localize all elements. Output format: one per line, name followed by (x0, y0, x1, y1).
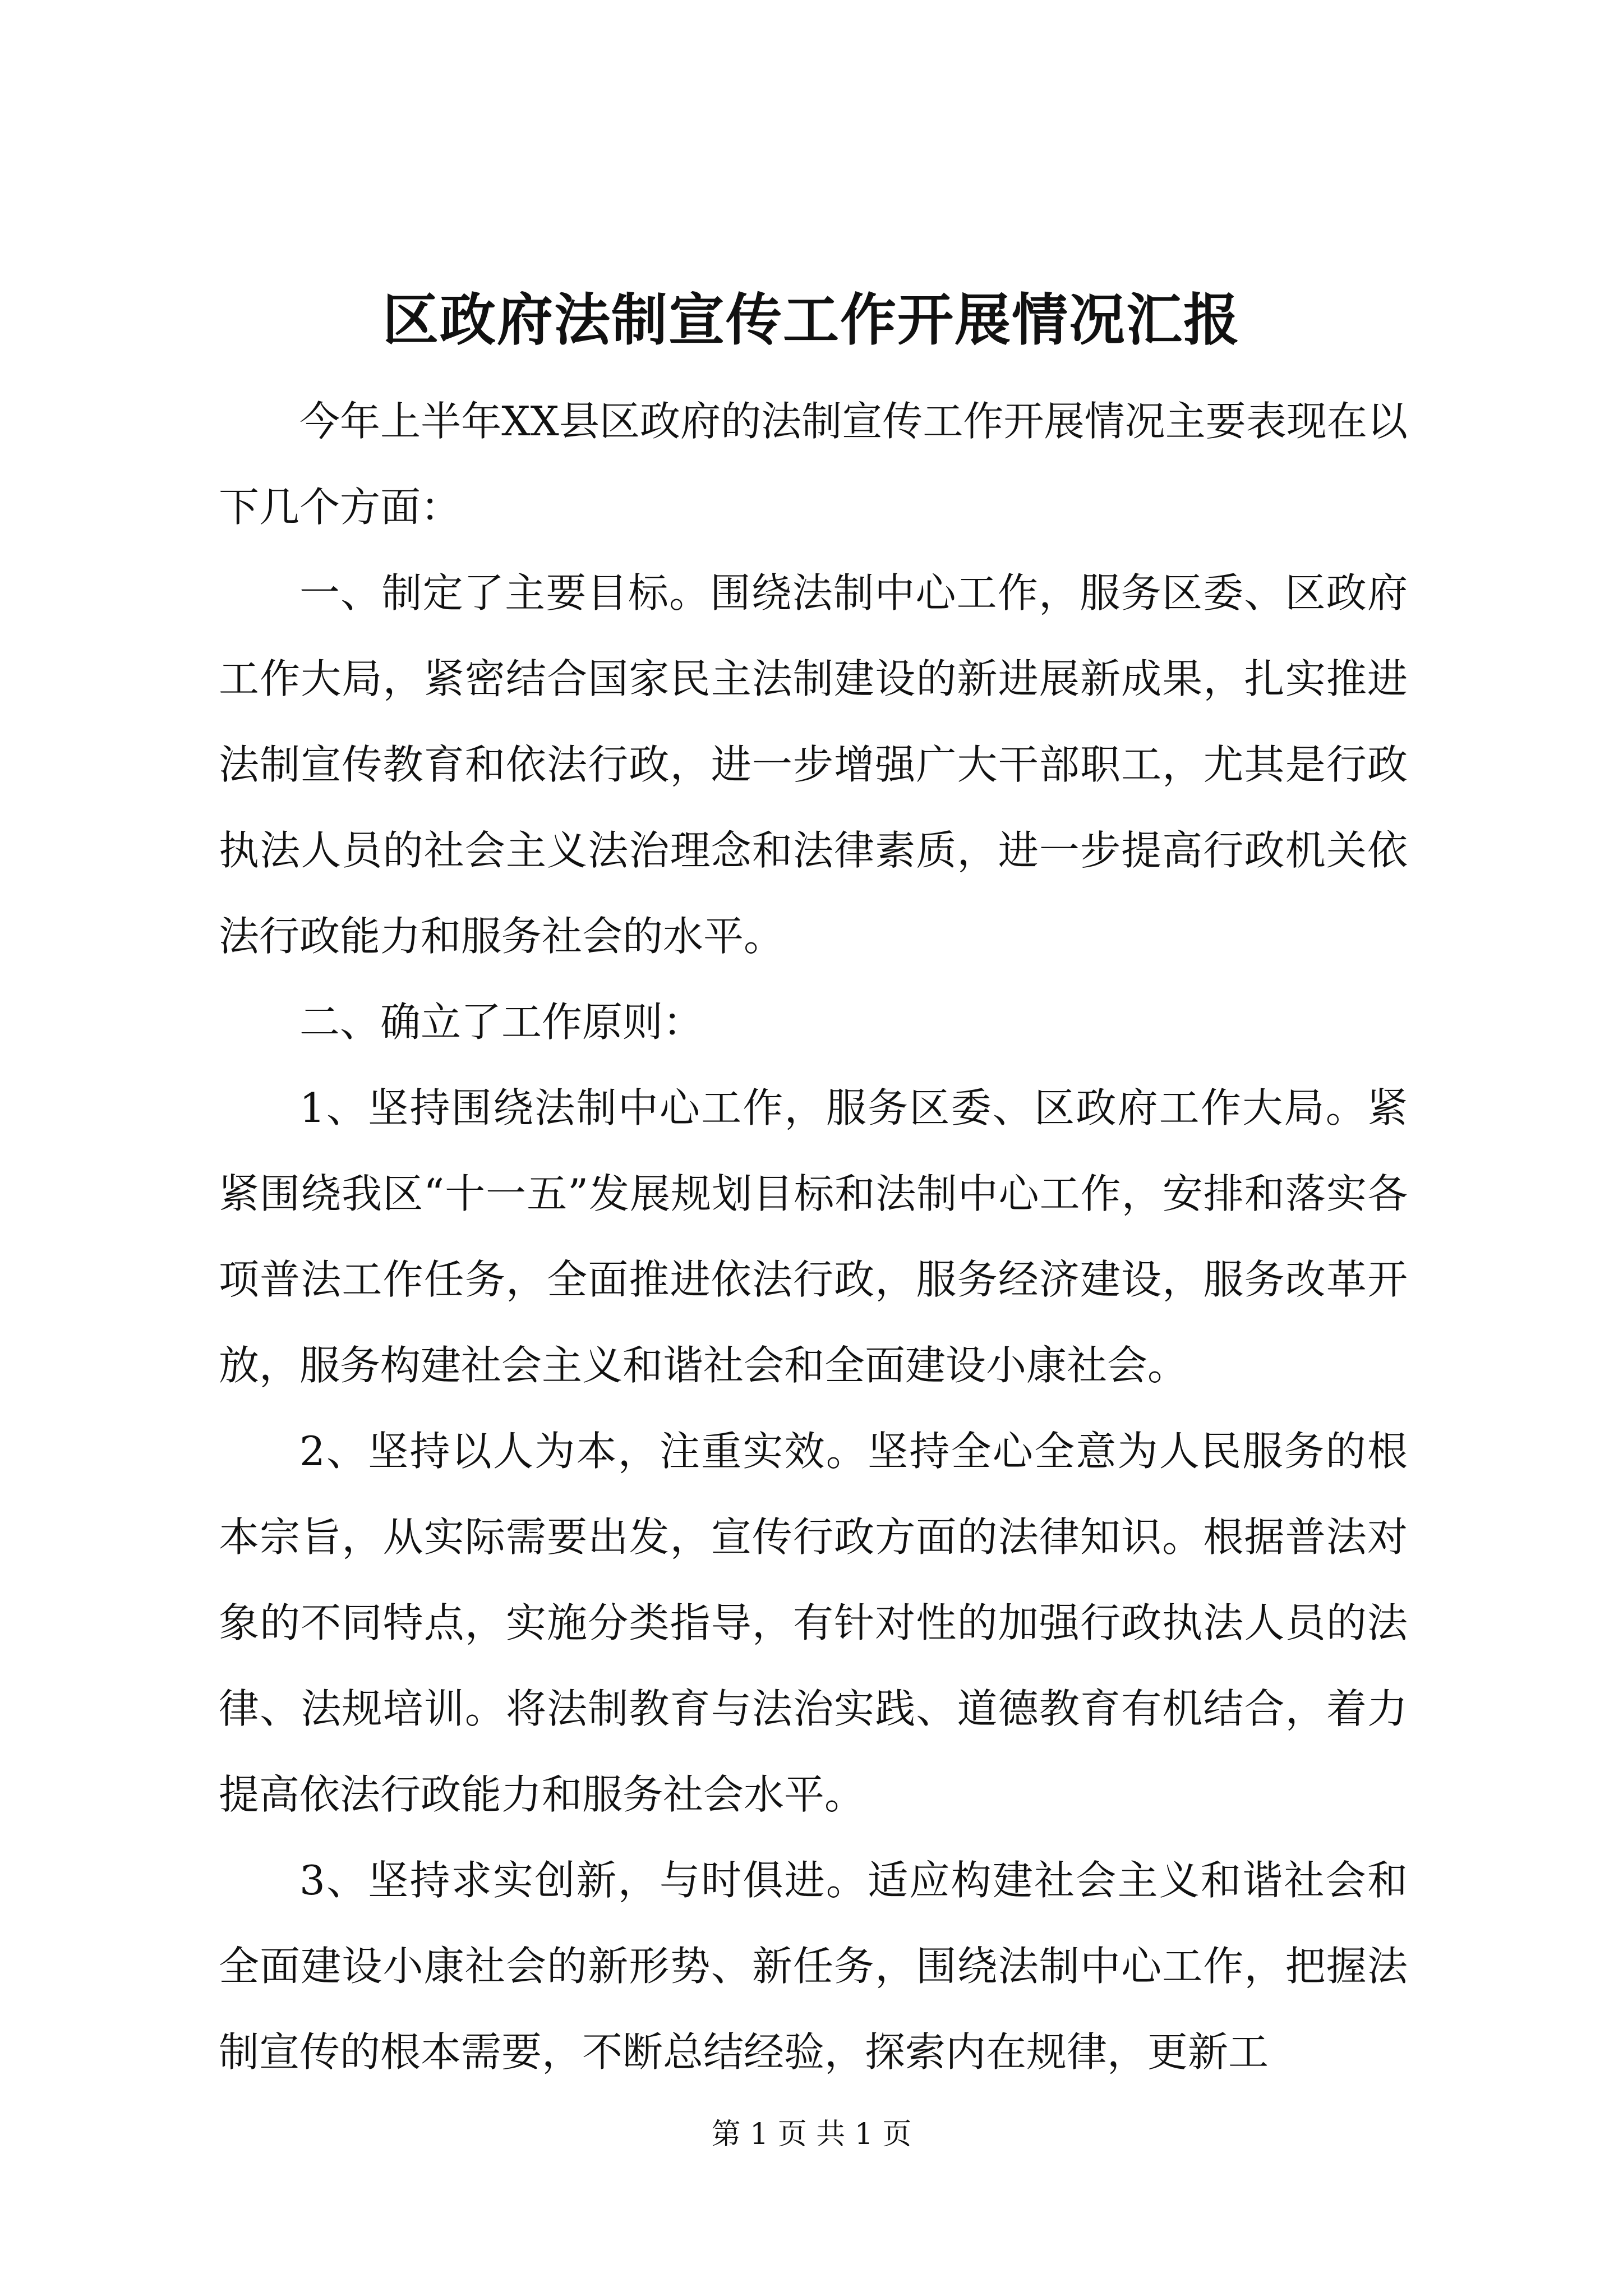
paragraph-principle-3: 3、坚持求实创新，与时俱进。适应构建社会主义和谐社会和全面建设小康社会的新形势、新任务，围绕法制中心工作，把握法制宣传的根本需要，不断总结经验，探索内在规律，更新工 (219, 1857, 1408, 2076)
document-title: 区政府法制宣传工作开展情况汇报 (382, 287, 1241, 353)
document-body (219, 379, 1408, 2095)
paragraph-principle-1: 1、坚持围绕法制中心工作，服务区委、区政府工作大局。紧紧围绕我区“十一五”发展规划目标和法制中心工作，安排和落实各项普法工作任务，全面推进依法行政，服务经济建设，服务改革开放，服务构建社会主义和谐社会和全面建设小康社会。 (219, 1084, 1408, 1389)
paragraph-section-1: 一、制定了主要目标。围绕法制中心工作，服务区委、区政府工作大局，紧密结合国家民主法制建设的新进展新成果，扎实推进法制宣传教育和依法行政，进一步增强广大干部职工，尤其是行政执法人员的社会主义法治理念和法律素质，进一步提高行政机关依法行政能力和服务社会的水平。 (219, 569, 1408, 960)
paragraph-section-2-heading: 二、确立了工作原则： (299, 999, 704, 1046)
page-footer: 第 1 页 共 1 页 (711, 2118, 912, 2151)
paragraph-intro: 今年上半年XX县区政府的法制宣传工作开展情况主要表现在以下几个方面： (219, 398, 1408, 531)
paragraph-principle-2: 2、坚持以人为本，注重实效。坚持全心全意为人民服务的根本宗旨，从实际需要出发，宣传行政方面的法律知识。根据普法对象的不同特点，实施分类指导，有针对性的加强行政执法人员的法律、法规培训。将法制教育与法治实践、道德教育有机结合，着力提高依法行政能力和服务社会水平。 (219, 1428, 1408, 1818)
